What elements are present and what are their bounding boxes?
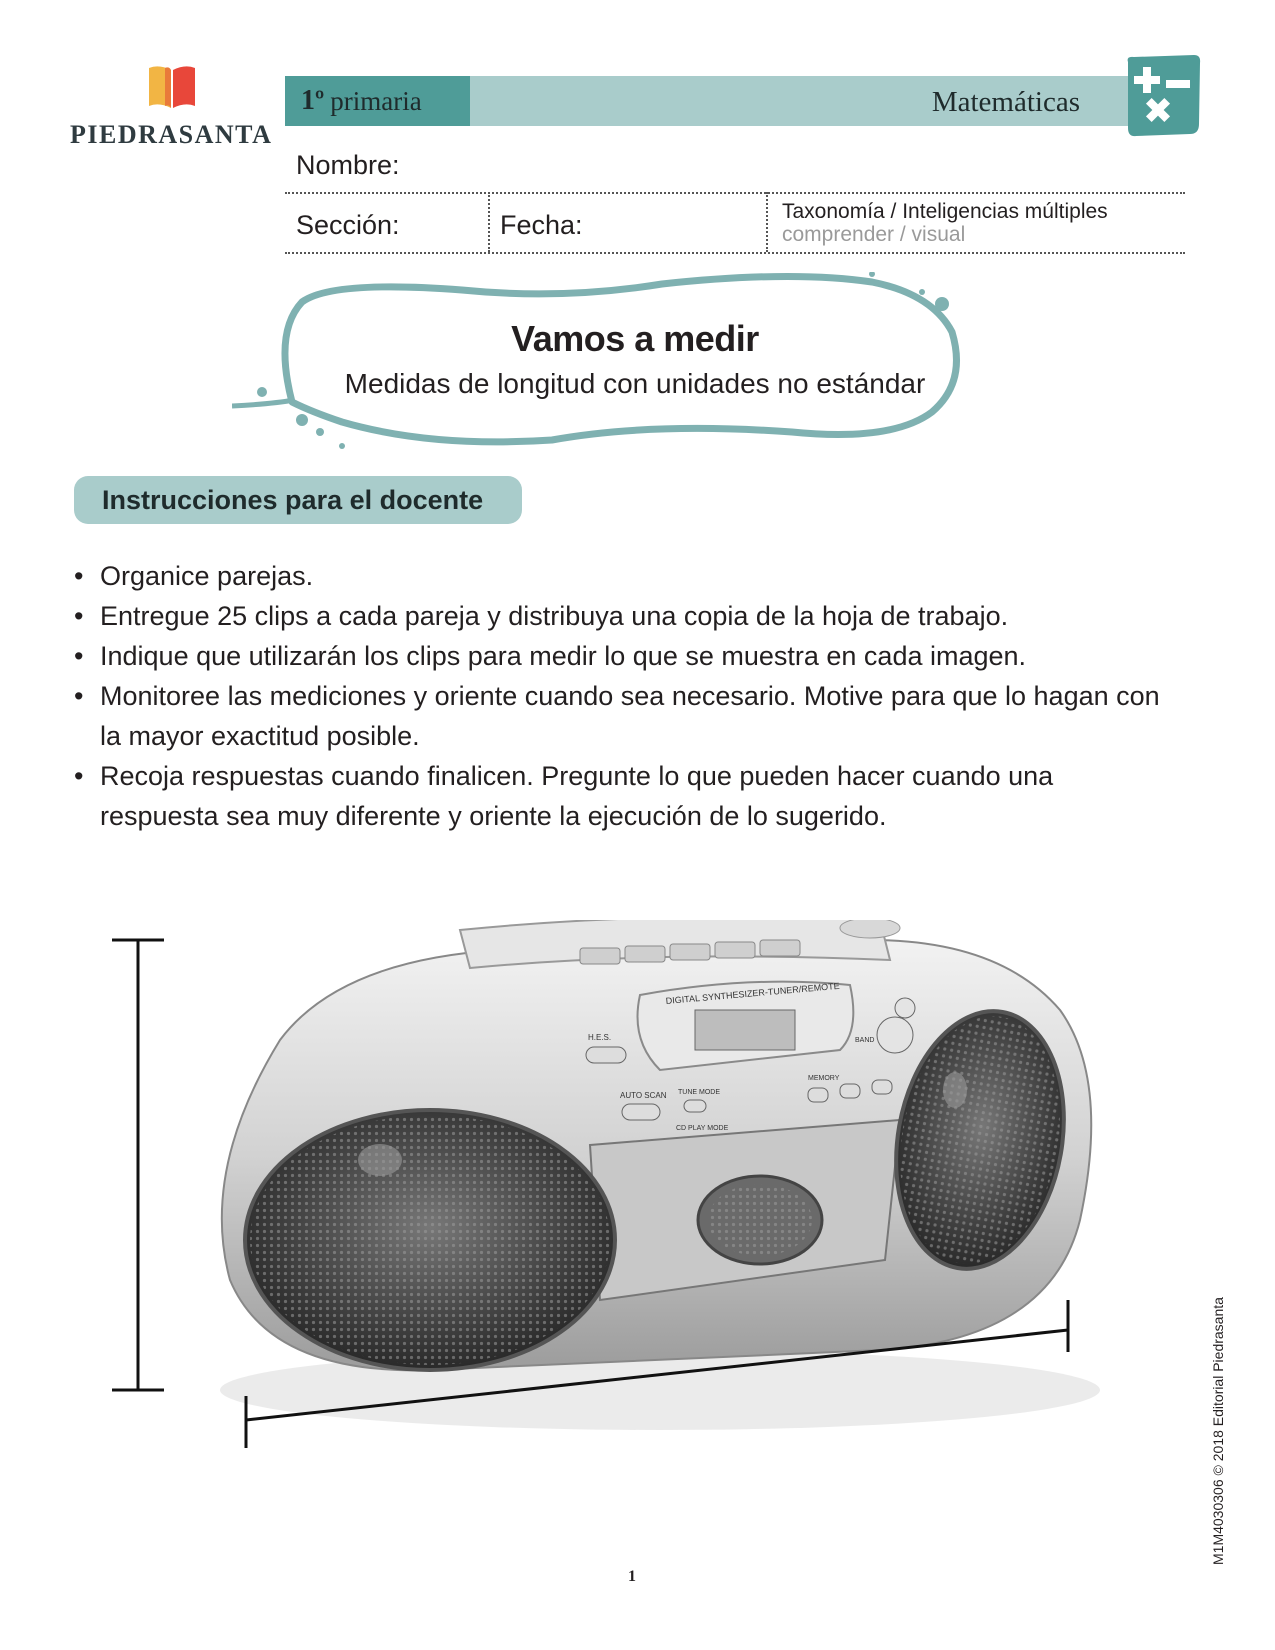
divider — [766, 192, 768, 252]
band-label: BAND — [855, 1037, 875, 1044]
plus-minus-times-icon — [1122, 54, 1202, 140]
divider — [285, 192, 1185, 194]
page-number: 1 — [628, 1568, 636, 1585]
subject-title: Matemáticas — [931, 86, 1080, 118]
piedrasanta-book-logo-icon — [147, 62, 197, 112]
publisher-logo-text: PIEDRASANTA — [70, 120, 273, 149]
height-measure-line — [112, 940, 164, 1390]
hes-label: H.E.S. — [588, 1033, 612, 1042]
list-item: • Organice parejas. — [74, 556, 1174, 596]
section-field-label: Sección: — [296, 210, 400, 240]
grade-word: primaria — [330, 85, 422, 116]
taxonomy-title: Taxonomía / Inteligencias múltiples — [782, 200, 1108, 223]
worksheet-subtitle: Medidas de longitud con unidades no estándar — [344, 368, 926, 399]
memory-label: MEMORY — [808, 1075, 840, 1082]
instructions-heading-text: Instrucciones para el docente — [102, 484, 484, 515]
display-label: DIGITAL SYNTHESIZER-TUNER/REMOTE — [665, 980, 841, 1006]
title-cloud-frame — [232, 272, 992, 452]
list-item: • Indique que utilizarán los clips para medir lo que se muestra en cada imagen. — [74, 636, 1174, 676]
tune-mode-label: TUNE MODE — [678, 1089, 720, 1096]
instructions-heading — [74, 476, 522, 524]
boombox-measure-figure — [100, 920, 1200, 1520]
auto-scan-label: AUTO SCAN — [620, 1091, 667, 1100]
taxonomy-value: comprender / visual — [782, 223, 966, 246]
boombox-image — [222, 920, 1091, 1370]
list-item: • Entregue 25 clips a cada pareja y distribuya una copia de la hoja de trabajo. — [74, 596, 1174, 636]
grade-number: 1º — [301, 85, 325, 116]
cd-play-mode-label: CD PLAY MODE — [676, 1125, 729, 1132]
copyright-note: M1M4030306 © 2018 Editorial Piedrasanta — [1210, 1297, 1226, 1565]
divider — [488, 192, 490, 252]
instructions-list — [74, 556, 1174, 836]
grade-tab — [285, 76, 470, 126]
worksheet-title: Vamos a medir — [511, 318, 759, 359]
list-item: • Recoja respuestas cuando finalicen. Pregunte lo que pueden hacer cuando una respuesta sea muy diferente y oriente la ejecución de lo sugerido. — [74, 756, 1174, 836]
list-item: • Monitoree las mediciones y oriente cuando sea necesario. Motive para que lo hagan con la mayor exactitud posible. — [74, 676, 1174, 756]
name-field-label: Nombre: — [296, 150, 400, 180]
divider — [285, 252, 1185, 254]
date-field-label: Fecha: — [500, 210, 583, 240]
